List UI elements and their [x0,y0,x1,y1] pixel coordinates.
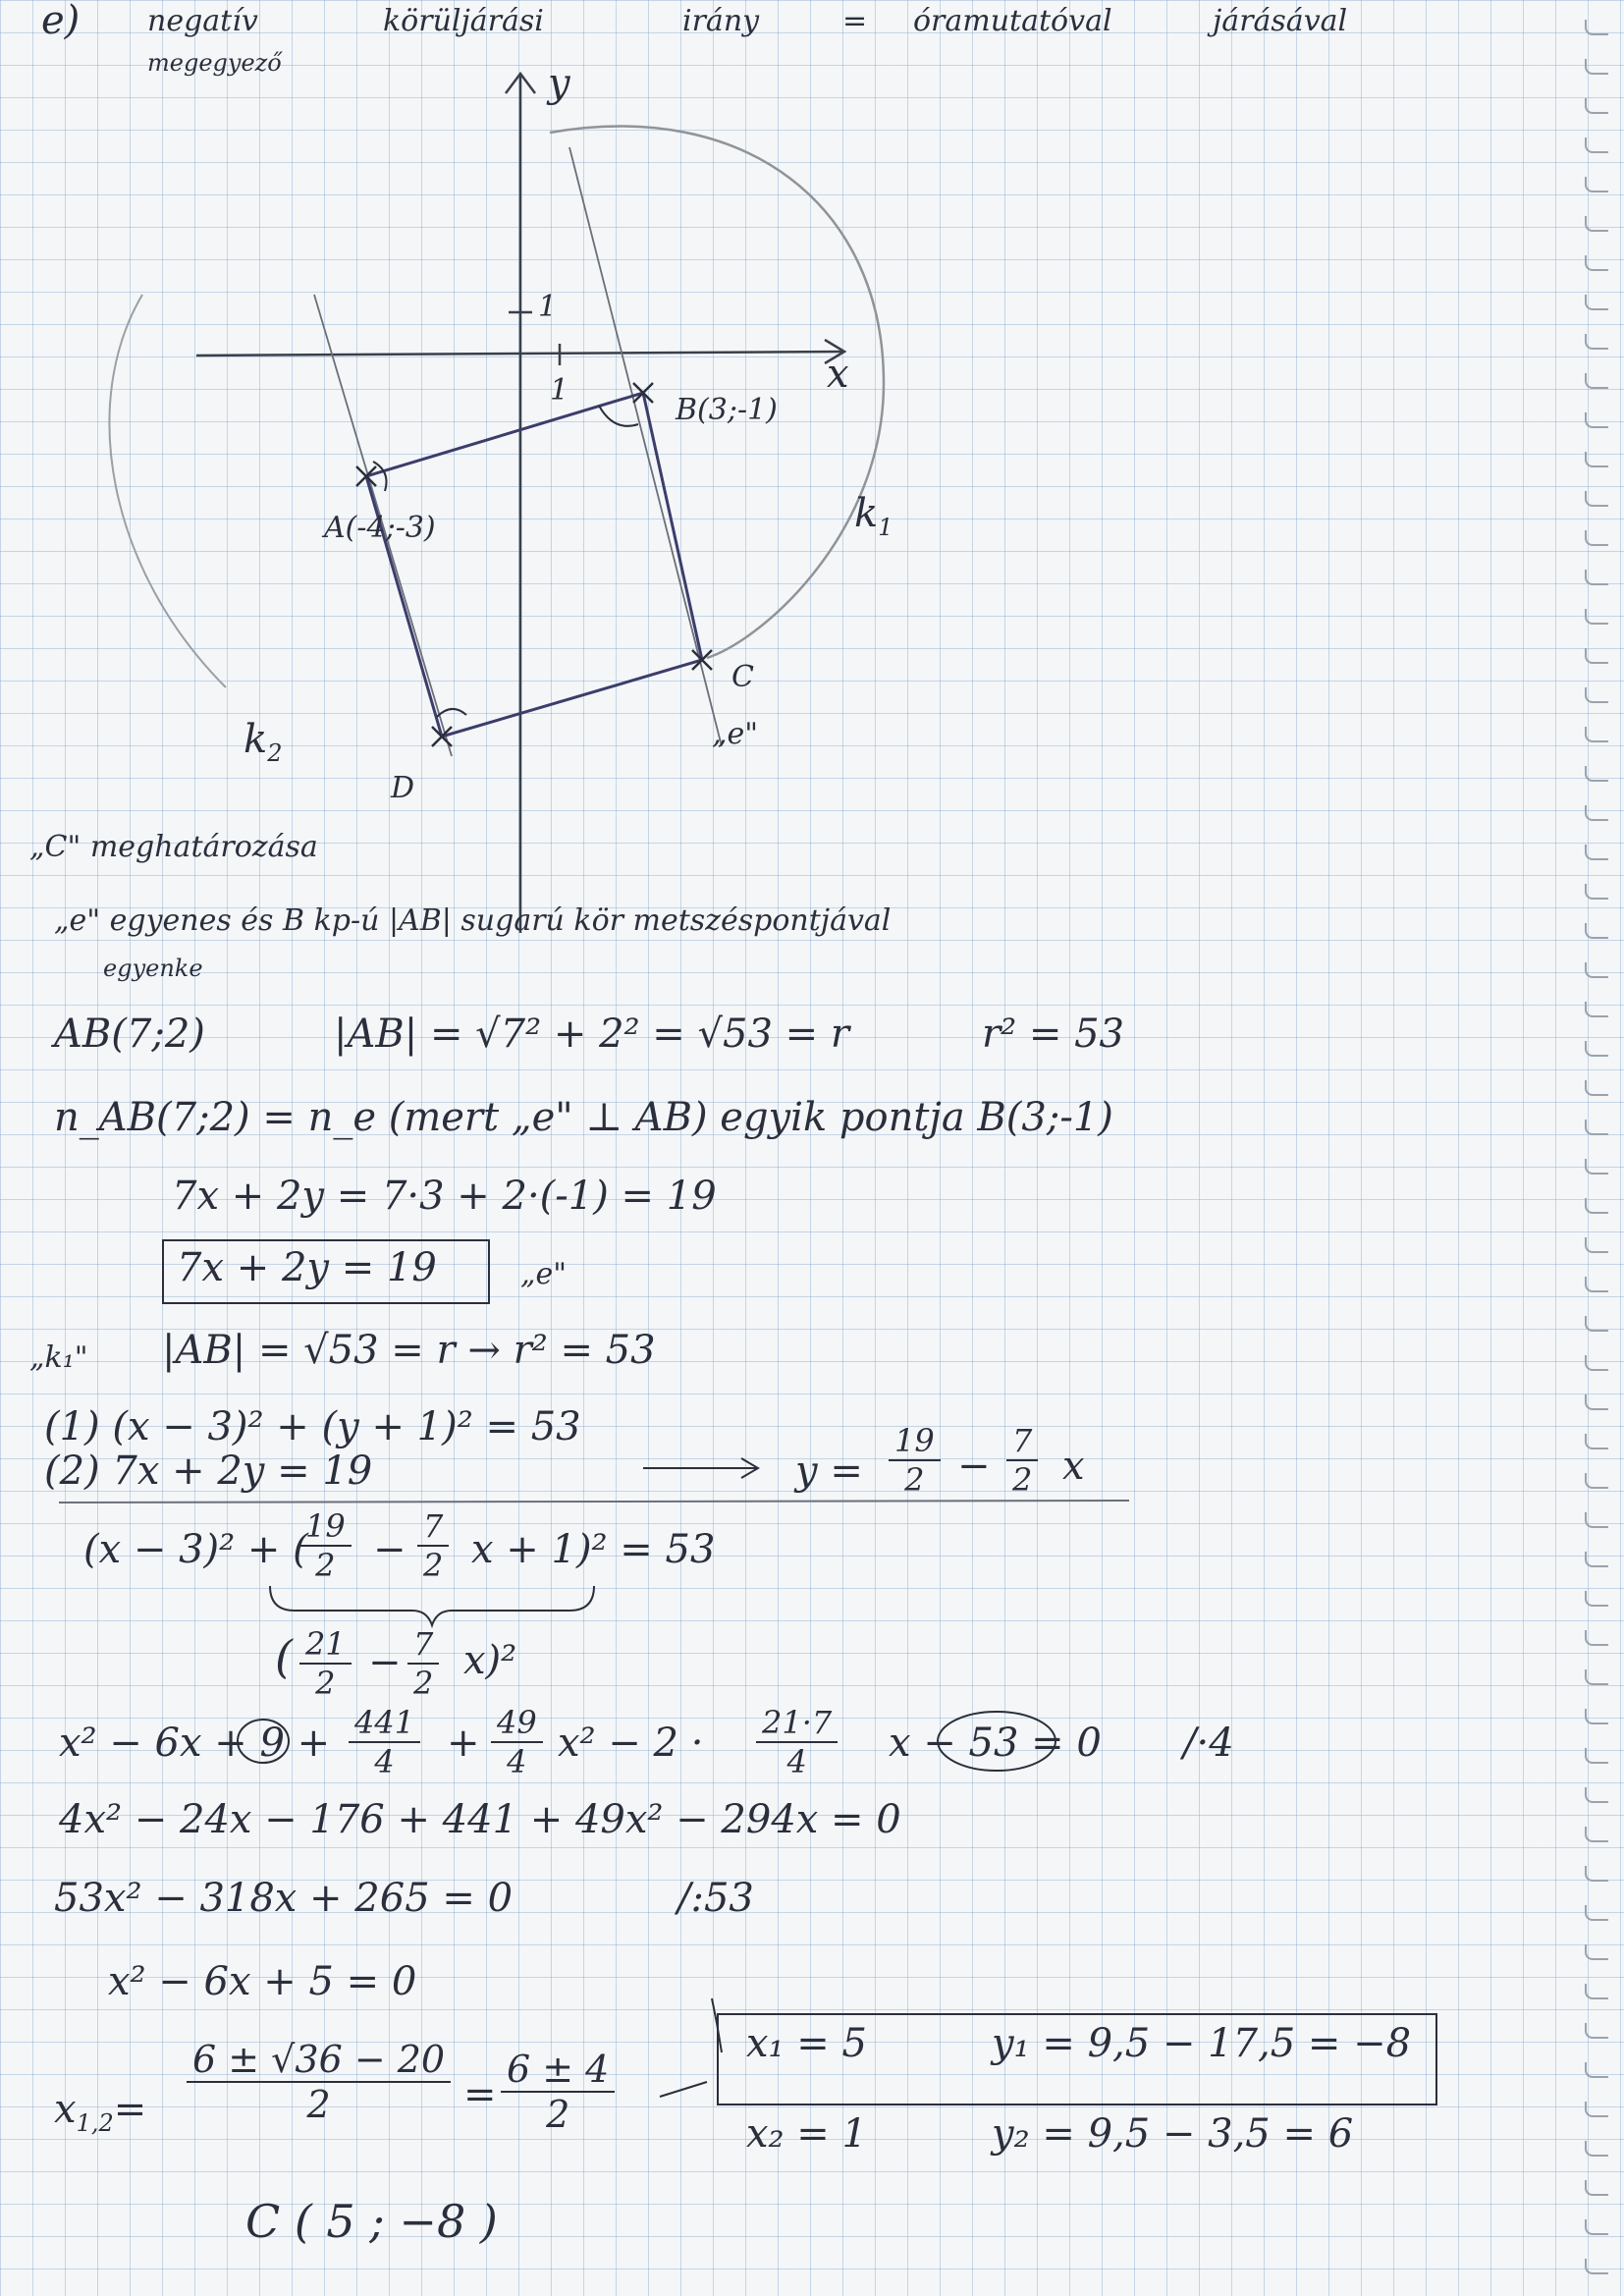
solution-y2: y₂ = 9,5 − 3,5 = 6 [992,2111,1354,2157]
square-abcd [366,393,702,737]
header-word-3: irány [682,4,760,38]
y-expressed: y = [795,1449,863,1494]
section-heading: „C" meghatározása [29,830,318,864]
y-fraction-2: $\frac{7}{2}$ [1006,1422,1038,1499]
solution-link [660,2082,707,2097]
solution-equals: = [463,2072,497,2117]
point-markers [356,383,712,746]
rule-line [59,1501,1129,1503]
right-angle-d [437,709,466,717]
simplified-end: x)² [463,1638,517,1683]
expansion-end: x − 53 = 0 [889,1721,1102,1766]
y-tick-label: 1 [538,290,558,324]
explanation-line-2: egyenke [103,955,203,982]
multiply-by-4: /·4 [1183,1721,1234,1766]
point-d-label: D [391,771,415,805]
solution-x: $x_{1,2}=$ [54,2087,147,2137]
substitution-start: (x − 3)² + ( [83,1527,308,1572]
x-axis-label: x [827,352,849,397]
solution-y1: y₁ = 9,5 − 17,5 = −8 [992,2021,1412,2066]
system-eq-2: (2) 7x + 2y = 19 [44,1449,373,1494]
normal-vector-line: n_AB(7;2) = n_e (mert „e" ⊥ AB) egyik pontja B(3;-1) [54,1095,1113,1140]
simplified-fraction-2: $\frac{7}{2}$ [407,1625,439,1702]
solution-x2: x₂ = 1 [746,2111,867,2157]
ab-length: |AB| = √7² + 2² = √53 = r [334,1011,849,1057]
k2-label: $k_2$ [244,717,283,767]
point-c-label: C [731,660,754,694]
expansion-plus: + [447,1721,480,1766]
final-result: C ( 5 ; −8 ) [245,2195,498,2248]
x-tick-label: 1 [550,373,569,408]
substitution-minus: − [373,1527,406,1572]
expansion-fraction-1: $\frac{441}{4}$ [349,1704,420,1780]
expansion-fraction-3: $\frac{21\cdot 7}{4}$ [756,1704,838,1780]
quadratic-equation: x² − 6x + 5 = 0 [108,1959,417,2004]
substitution-end: x + 1)² = 53 [471,1527,716,1572]
substitution-fraction-2: $\frac{7}{2}$ [417,1507,449,1584]
y-x: x [1062,1444,1085,1489]
right-angle-b [599,406,638,426]
brace [270,1586,594,1625]
header-word-4: óramutatóval [913,4,1112,38]
ab-vector: AB(7;2) [54,1011,205,1057]
k1-radius-line: |AB| = √53 = r → r² = 53 [162,1328,656,1373]
simplified-fraction-1: $\frac{21}{2}$ [299,1625,352,1702]
header-word-5: járásával [1213,4,1348,38]
y-fraction-1: $\frac{19}{2}$ [889,1422,941,1499]
collected-equation: 53x² − 318x + 265 = 0 [54,1876,514,1921]
solution-fraction-1: $\frac{6 \pm √36 - 20}{2}$ [187,2038,451,2126]
expansion-fraction-2: $\frac{49}{4}$ [491,1704,543,1780]
header-word-2: körüljárási [383,4,544,38]
part-label: e) [41,0,81,43]
point-a-label: A(-4;-3) [324,511,436,545]
solution-x1: x₁ = 5 [746,2021,867,2066]
radius-squared: r² = 53 [982,1011,1124,1057]
multiplied-equation: 4x² − 24x − 176 + 441 + 49x² − 294x = 0 [59,1797,901,1842]
line-equation-substituted: 7x + 2y = 7·3 + 2·(-1) = 19 [172,1174,717,1219]
boxed-equation: 7x + 2y = 19 [177,1245,437,1290]
header-word-1: negatív [147,4,258,38]
circle-k2-arc [109,295,226,687]
substitution-fraction-1: $\frac{19}{2}$ [299,1507,352,1584]
explanation-line-1: „e" egyenes és B kp-ú |AB| sugarú kör metszéspontjával [54,903,892,938]
k1-label: $k_1$ [854,491,893,541]
simplified-open: ( [275,1630,293,1683]
y-minus: − [957,1444,991,1489]
boxed-equation-name: „e" [520,1257,568,1291]
expansion-start: x² − 6x + 9 + [59,1721,331,1766]
solution-fraction-2: $\frac{6 \pm 4}{2}$ [501,2048,615,2136]
header-equals: = [842,4,868,38]
system-eq-1: (1) (x − 3)² + (y + 1)² = 53 [44,1404,581,1449]
line-e-label: „e" [712,717,759,751]
point-b-label: B(3;-1) [676,393,778,427]
divide-by-53: /:53 [677,1876,754,1921]
y-axis-label: y [548,61,570,106]
header-line-2: megegyező [147,49,282,77]
k1-name: „k₁" [29,1340,88,1375]
simplified-minus: − [368,1640,402,1685]
expansion-mid: x² − 2 · [558,1721,704,1766]
